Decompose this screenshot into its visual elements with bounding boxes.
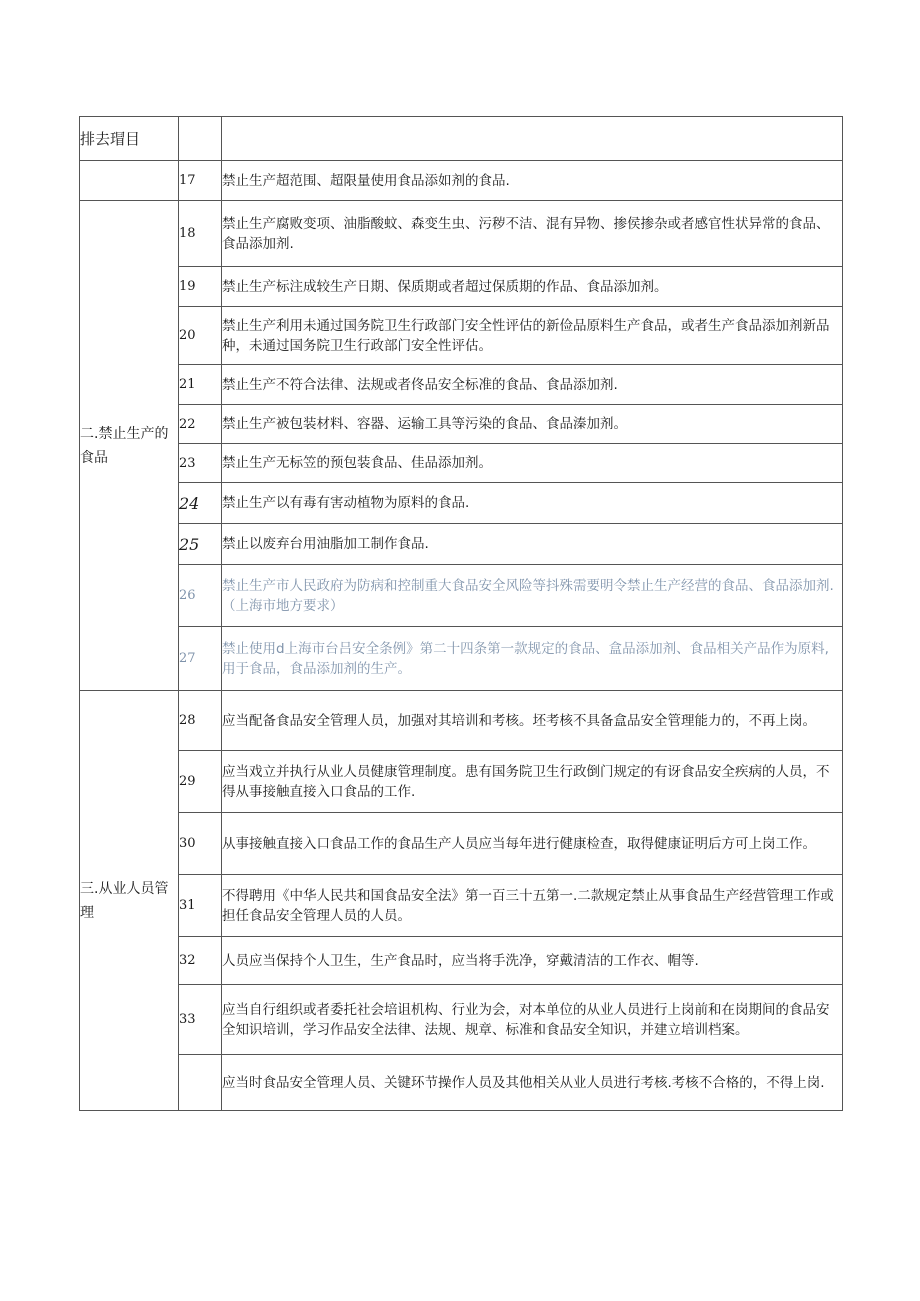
row-number: 32 (179, 937, 222, 985)
table-row (80, 483, 843, 524)
row-text: 应当自行组织或者委托社会培诅机构、行业为会，对本单位的从业人员进行上岗前和在岗期间的食品安全知识培训，学习作品安全法律、法规、规章、标准和食品安全知识，并建立培训档案。 (222, 985, 843, 1055)
row-text: 禁止以废弃台用油脂加工制作食品. (222, 524, 843, 565)
row-number: 23 (179, 444, 222, 483)
table-header-row (80, 117, 843, 161)
table-row (80, 1055, 843, 1111)
row-text: 禁止生产标注成较生产日期、保质期或者超过保质期的作品、食品添加剂。 (222, 267, 843, 307)
row-number: 22 (179, 405, 222, 444)
header-content (222, 117, 843, 161)
table-row (80, 875, 843, 937)
row-number: 33 (179, 985, 222, 1055)
row-number: 29 (179, 751, 222, 813)
category-section-2: 二.禁止生产的食品 (80, 201, 179, 691)
category-section-1 (80, 161, 179, 201)
row-text: 禁止生产腐败变项、油脂酸蚊、森变生虫、污秽不洁、混有异物、掺侯掺杂或者感官性状异常的食品、食品添加剂. (222, 201, 843, 267)
table-row (80, 751, 843, 813)
row-text: 禁止生产不符合法律、法规或者佟品安全标准的食品、食品添加剂. (222, 365, 843, 405)
row-text: 禁止生产市人民政府为防病和控制重大食品安全风险等抖殊需要明令禁止生产经营的食品、食品添加剂.（上海市地方要求） (222, 565, 843, 627)
row-number: 27 (179, 627, 222, 691)
table-row (80, 565, 843, 627)
header-category: 排去瑁目 (80, 117, 179, 161)
row-text: 禁止生产超范围、超限量使用食品添如剂的食品. (222, 161, 843, 201)
row-number: 17 (179, 161, 222, 201)
row-text: 应当时食品安全管理人员、关键环节操作人员及其他相关从业人员进行考核.考核不合格的，不得上岗. (222, 1055, 843, 1111)
row-text: 禁止使用d上海市台吕安全条例》第二十四条第一款规定的食品、盒品添加剂、食品相关产品作为原料,用于食品，食品添加剂的生产。 (222, 627, 843, 691)
row-number: 20 (179, 307, 222, 365)
row-number: 28 (179, 691, 222, 751)
row-number: 18 (179, 201, 222, 267)
row-text: 禁止生产无标笠的预包装食品、佳品添加剂。 (222, 444, 843, 483)
row-number: 30 (179, 813, 222, 875)
row-text: 从事接触直接入口食品工作的食品生产人员应当每年进行健康检查，取得健康证明后方可上岗工作。 (222, 813, 843, 875)
table-row (80, 627, 843, 691)
table-row (80, 524, 843, 565)
row-number: 19 (179, 267, 222, 307)
table-row (80, 937, 843, 985)
row-text: 不得聘用《中华人民共和国食品安全法》第一百三十五第一.二款规定禁止从事食品生产经营管理工作或担任食品安全管理人员的人员。 (222, 875, 843, 937)
row-number: 21 (179, 365, 222, 405)
row-text: 应当配备食品安全管理人员，加强对其培训和考核。坯考核不具备盒品安全管理能力的，不再上岗。 (222, 691, 843, 751)
row-number: 31 (179, 875, 222, 937)
row-text: 人员应当保持个人卫生，生产食品时，应当将手洗净，穿戴清洁的工作衣、帽等. (222, 937, 843, 985)
row-number: 25 (179, 524, 222, 565)
header-number (179, 117, 222, 161)
row-number: 26 (179, 565, 222, 627)
category-section-3: 三.从业人员管理 (80, 691, 179, 1111)
table-row (80, 267, 843, 307)
row-text: 禁止生产被包装材料、容器、运输工具等污染的食品、食品溱加剂。 (222, 405, 843, 444)
table-row (80, 365, 843, 405)
row-text: 禁止生产利用未通过国务院卫生行政部门安全性评估的新俭品原料生产食品，或者生产食品添加剂新品种，未通过国务院卫生行政部门安全性评估。 (222, 307, 843, 365)
table-row (80, 985, 843, 1055)
table-row (80, 405, 843, 444)
table-row (80, 161, 843, 201)
row-number: 24 (179, 483, 222, 524)
table-row (80, 444, 843, 483)
row-number (179, 1055, 222, 1111)
inspection-table (79, 116, 843, 1111)
table-row (80, 813, 843, 875)
row-text: 应当戏立并执行从业人员健康管理制度。患有国务院卫生行政倒门规定的有讶食品安全疾病的人员，不得从事接触直接入口食品的工作. (222, 751, 843, 813)
row-text: 禁止生产以有毒有害动植物为原料的食品. (222, 483, 843, 524)
table-row (80, 201, 843, 267)
table-row (80, 691, 843, 751)
table-row (80, 307, 843, 365)
